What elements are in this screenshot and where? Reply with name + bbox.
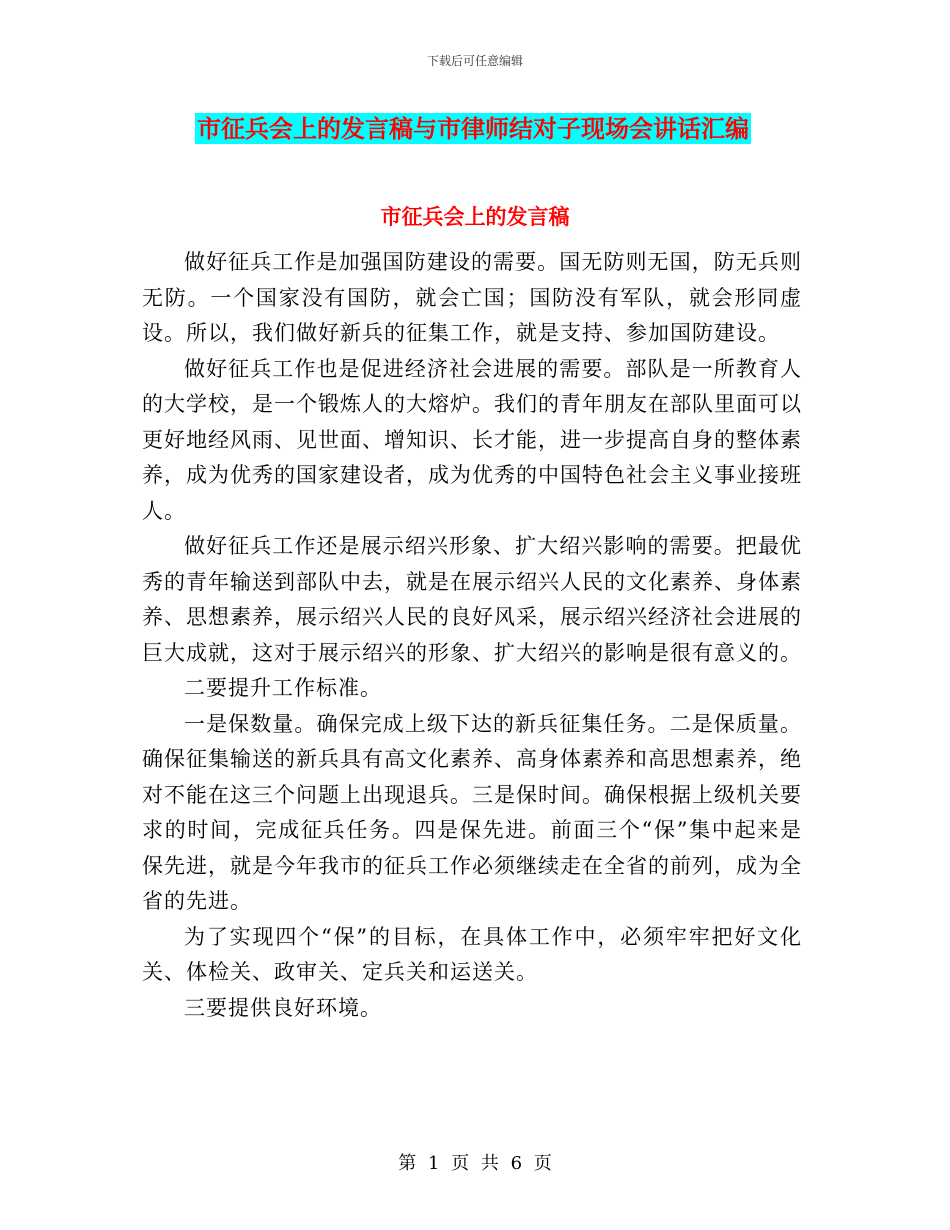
paragraph: 做好征兵工作也是促进经济社会进展的需要。部队是一所教育人的大学校，是一个锻炼人的大熔炉。我们的青年朋友在部队里面可以更好地经风雨、见世面、增知识、长才能，进一步提高自身的整体素养，成为优秀的国家建设者，成为优秀的中国特色社会主义事业接班人。 [142,356,802,523]
paragraph: 三要提供良好环境。 [184,995,382,1020]
paragraph: 二要提升工作标准。 [184,676,382,700]
paragraph: 一是保数量。确保完成上级下达的新兵征集任务。二是保质量。确保征集输送的新兵具有高文化素养、高身体素养和高思想素养，绝对不能在这三个问题上出现退兵。三是保时间。确保根据上级机关要求的时间，完成征兵任务。四是保先进。前面三个“保”集中起来是保先进，就是今年我市的征兵工作必须继续走在全省的前列，成为全省的先进。 [142,711,802,913]
paragraph: 做好征兵工作是加强国防建设的需要。国无防则无国，防无兵则无防。一个国家没有国防，就会亡国；国防没有军队，就会形同虚设。所以，我们做好新兵的征集工作，就是支持、参加国防建设。 [142,250,802,345]
document-title-highlight [195,113,751,144]
document-title: 市征兵会上的发言稿与市律师结对子现场会讲话汇编 [197,114,749,143]
document-body [142,245,802,1026]
page-number-footer: 第 1 页 共 6 页 [398,1153,552,1174]
paragraph: 为了实现四个“保”的目标，在具体工作中，必须牢牢把好文化关、体检关、政审关、定兵关和运送关。 [142,924,802,984]
section-title: 市征兵会上的发言稿 [380,204,570,229]
paragraph: 做好征兵工作还是展示绍兴形象、扩大绍兴影响的需要。把最优秀的青年输送到部队中去，就是在展示绍兴人民的文化素养、身体素养、思想素养，展示绍兴人民的良好风采，展示绍兴经济社会进展的巨大成就，这对于展示绍兴的形象、扩大绍兴的影响是很有意义的。 [142,534,802,665]
page-header-note: 下载后可任意编辑 [426,54,523,68]
